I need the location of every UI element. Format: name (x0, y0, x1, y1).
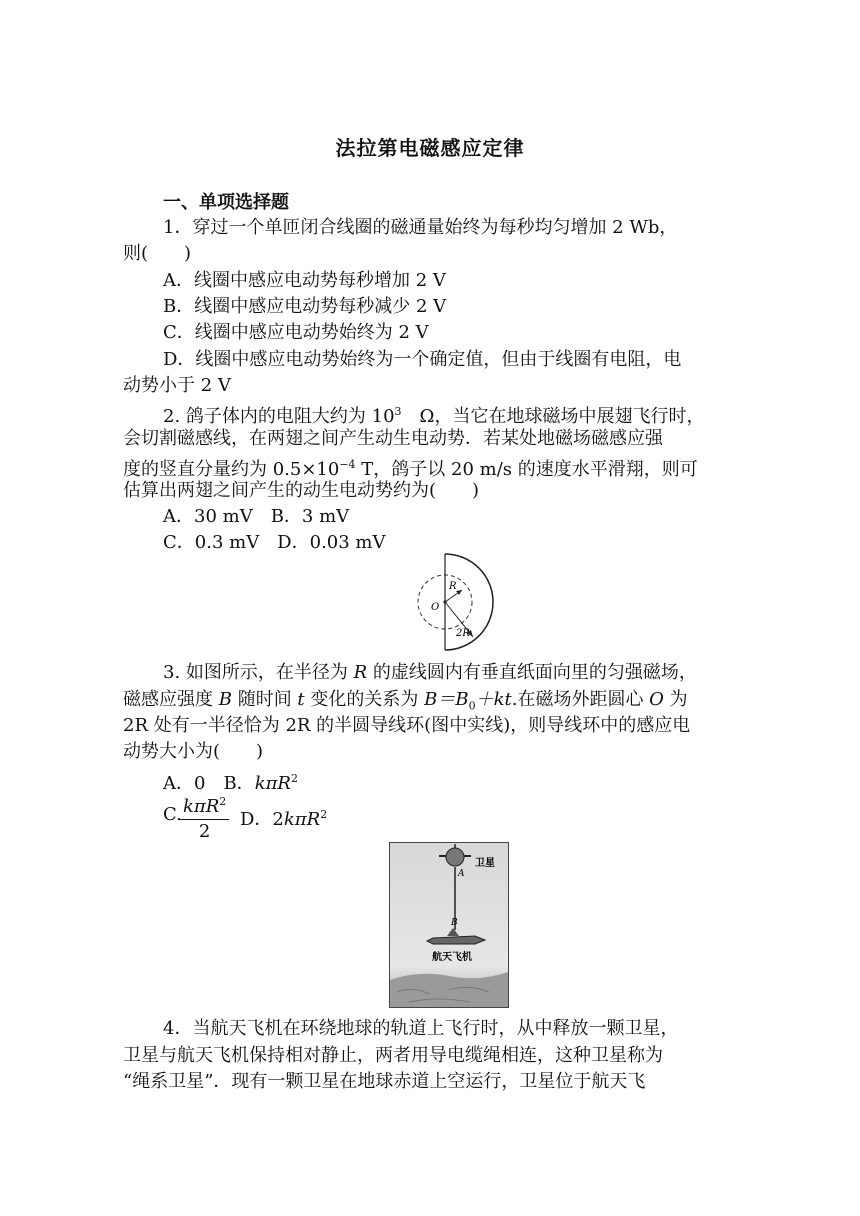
q4-line3: “绳系卫星”．现有一颗卫星在地球赤道上空运行，卫星位于航天飞 (123, 1071, 646, 1092)
satellite-icon (446, 848, 464, 866)
q2-line1: 2. 鸽子体内的电阻大约为 $10^3$ Ω，当它在地球磁场中展翅飞行时， (163, 405, 705, 427)
label-satellite: 卫星 (475, 858, 495, 869)
label-a: A (458, 869, 465, 879)
label-o: O (431, 602, 440, 613)
q1-option-a: A．线圈中感应电动势每秒增加 2 V (163, 270, 446, 291)
q3-line4: 动势大小为( ) (123, 741, 264, 762)
label-shuttle: 航天飞机 (432, 952, 472, 963)
page-title: 法拉第电磁感应定律 (335, 136, 525, 160)
q2-line4: 估算出两翅之间产生的动生电动势约为( ) (123, 480, 480, 501)
q1-line2: 则( ) (123, 243, 192, 264)
q3-line3: 2R 处有一半径恰为 2R 的半圆导线环(图中实线)，则导线环中的感应电 (123, 715, 691, 736)
q2-line2: 会切割磁感线，在两翅之间产生动生电动势．若某处地磁场磁感应强 (123, 428, 663, 449)
q4-line1: 4．当航天飞机在环绕地球的轨道上飞行时，从中释放一颗卫星， (163, 1018, 679, 1039)
q4-line2: 卫星与航天飞机保持相对静止，两者用导电缆绳相连，这种卫星称为 (123, 1045, 663, 1066)
label-r: R (449, 581, 457, 592)
magnetic-field-diagram (405, 552, 497, 656)
q1-line1: 1．穿过一个单匝闭合线圈的磁通量始终为每秒均匀增加 2 Wb， (163, 217, 678, 238)
q3-option-d: D．2kπR$^2$ (240, 808, 328, 830)
q3-option-c-label: C. (163, 804, 182, 825)
q3-options-ab: A．0 B．kπR$^2$ (163, 772, 298, 794)
label-b: B (451, 918, 458, 928)
q2-options-cd: C．0.3 mV D．0.03 mV (163, 532, 386, 553)
q1-option-d: D．线圈中感应电动势始终为一个确定值，但由于线圈有电阻，电 (163, 349, 682, 370)
tethered-satellite-figure (389, 842, 509, 1008)
radius-arrowhead (456, 590, 462, 595)
label-2r: 2R (456, 628, 470, 639)
q3-line1: 3. 如图所示，在半径为 R 的虚线圆内有垂直纸面向里的匀强磁场， (163, 662, 697, 683)
q2-line3: 度的竖直分量约为 $0.5\times 10^{-4}$ T，鸽子以 20 m/s 的速度水平滑翔，则可 (123, 458, 698, 480)
q3-line2: 磁感应强度 B 随时间 t 变化的关系为 $B=B_0+kt$.在磁场外距圆心 O 为 (123, 689, 688, 713)
q1-option-d-cont: 动势小于 2 V (123, 375, 231, 396)
q1-option-c: C．线圈中感应电动势始终为 2 V (163, 322, 429, 343)
q3-option-c-fraction: kπR$^2$ 2 (180, 790, 229, 844)
q1-option-b: B．线圈中感应电动势每秒减少 2 V (163, 296, 447, 317)
section-heading: 一、单项选择题 (163, 192, 289, 213)
q2-options-ab: A．30 mV B．3 mV (163, 506, 350, 527)
